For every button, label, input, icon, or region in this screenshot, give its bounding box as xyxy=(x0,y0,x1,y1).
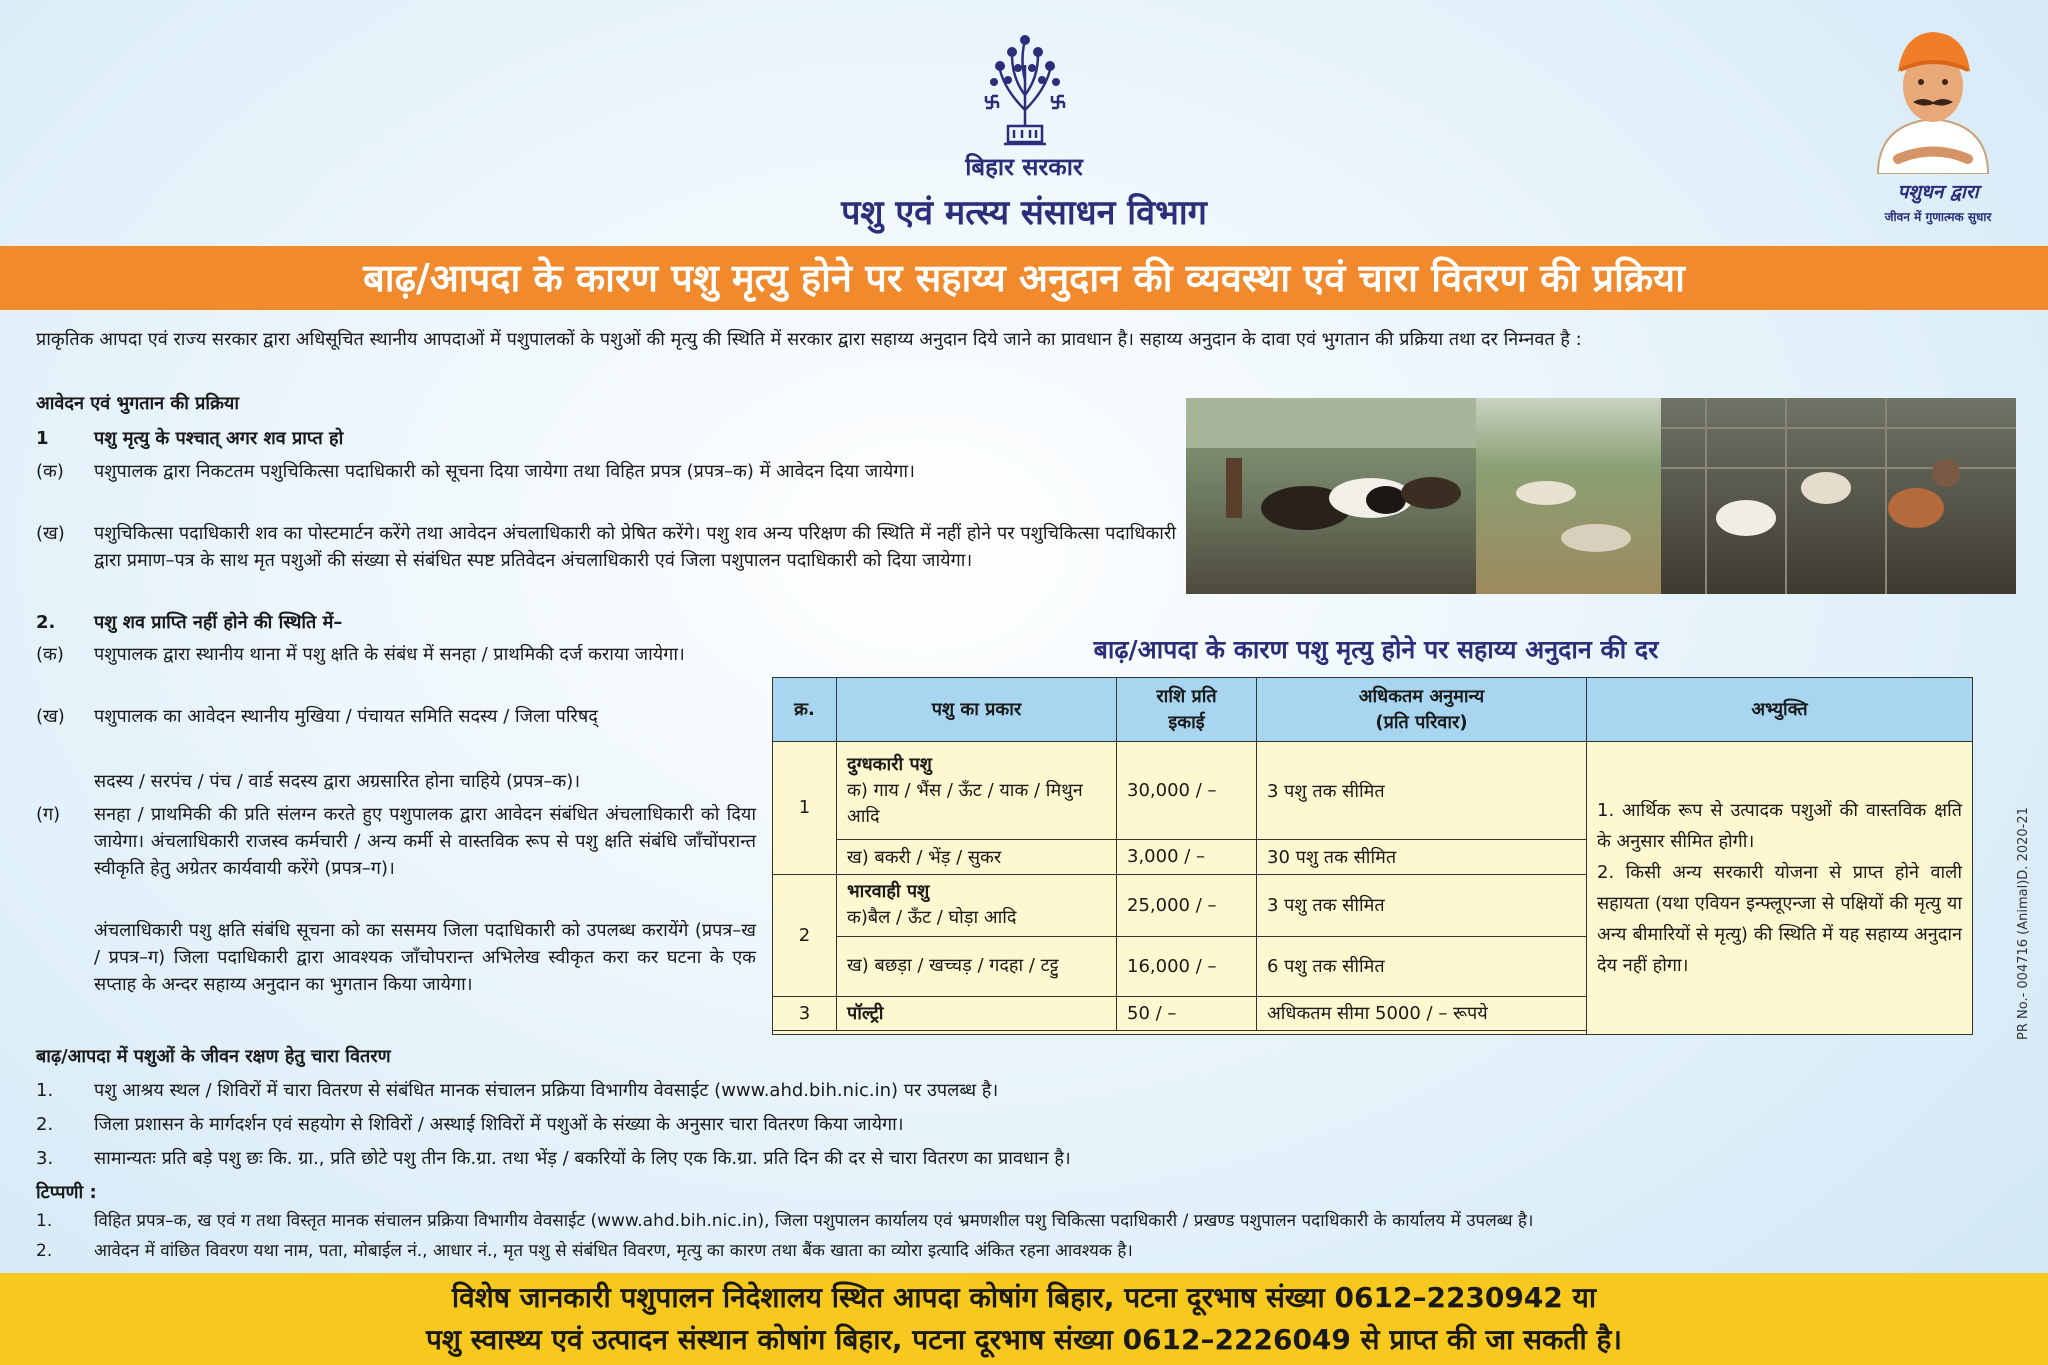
section-2-number: 2. xyxy=(36,612,56,633)
item-text: सामान्यतः प्रति बड़े पशु छः कि. ग्रा., प्रति छोटे पशु तीन कि.ग्रा. तथा भेंड़ / बकरियों के लिए एक कि.ग्रा. प्रति दिन की दर से चारा वितरण का प्रावधान है। xyxy=(94,1148,1071,1169)
note-item-1 xyxy=(36,1208,1996,1235)
cell-sno: 1 xyxy=(773,742,837,874)
item-text: पशुपालक का आवेदन स्थानीय मुखिया / पंचायत समिति सदस्य / जिला परिषद् xyxy=(94,706,598,727)
type-text: क)बैल / ऊँट / घोड़ा आदि xyxy=(847,907,1017,929)
rate-table-title: बाढ़/आपदा के कारण पशु मृत्यु होने पर सहाय्य अनुदान की दर xyxy=(1093,635,1659,664)
intro-paragraph: प्राकृतिक आपदा एवं राज्य सरकार द्वारा अधिसूचित स्थानीय आपदाओं में पशुपालकों के पशुओं की मृत्यु की स्थिति में सरकार द्वारा सहाय्य अनुदान दिये जाने का प्रावधान है। सहाय्य अनुदान के दावा एवं भुगतान की प्रक्रिया तथा दर निम्नवत है : xyxy=(36,329,1582,350)
cell-rate: 3,000 / – xyxy=(1117,840,1257,874)
fodder-heading: बाढ़/आपदा में पशुओं के जीवन रक्षण हेतु चारा वितरण xyxy=(36,1046,391,1067)
cell-rate: 30,000 / – xyxy=(1117,742,1257,840)
title-banner: बाढ़/आपदा के कारण पशु मृत्यु होने पर सहाय्य अनुदान की व्यवस्था एवं चारा वितरण की प्रक्रिया xyxy=(0,246,2048,310)
cell-max: 3 पशु तक सीमित xyxy=(1257,742,1587,840)
cell-rate: 25,000 / – xyxy=(1117,874,1257,936)
footer-line-2: पशु स्वास्थ्य एवं उत्पादन संस्थान कोषांग बिहार, पटना दूरभाष संख्या 0612–2226049 से प्राप्त की जा सकती है। xyxy=(426,1323,1622,1356)
farmer-mascot-icon xyxy=(1858,24,2008,174)
header-line: अधिकतम अनुमान्य xyxy=(1358,685,1485,707)
fodder-item-3 xyxy=(36,1145,1976,1172)
department-name: पशु एवं मत्स्य संसाधन विभाग xyxy=(841,193,1207,233)
remark-2: 2. किसी अन्य सरकारी योजना से प्राप्त होने वाली सहायता (यथा एवियन इन्फ्लूएन्जा से पक्षियों की मृत्यु या अन्य बीमारियों से मृत्यु) की स्थिति में यह सहाय्य अनुदान देय नहीं होगा। xyxy=(1597,862,1962,977)
section-1-text: पशु मृत्यु के पश्चात् अगर शव प्राप्त हो xyxy=(94,428,344,449)
col-header-remarks: अभ्युक्ति xyxy=(1587,678,1973,742)
item-text: अंचलाधिकारी पशु क्षति संबंधि सूचना को का ससमय जिला पदाधिकारी को उपलब्ध करायेंगे (प्रपत्र–ख / प्रपत्र–ग) जिला पदाधिकारी द्वारा आवश्यक जाँचोपरान्त अभिलेख स्वीकृत करा कर घटना के एक सप्ताह के अन्दर सहाय्य अनुदान का भुगतान किया जायेगा। xyxy=(94,920,756,995)
cell-sno: 3 xyxy=(773,996,837,1030)
section-2-item-a xyxy=(36,641,756,668)
note-item-2 xyxy=(36,1238,1996,1265)
cell-sno: 2 xyxy=(773,874,837,996)
notes-heading: टिप्पणी : xyxy=(36,1182,97,1203)
cell-max: 6 पशु तक सीमित xyxy=(1257,936,1587,996)
item-mark: 1. xyxy=(36,1080,54,1101)
item-mark: (ग) xyxy=(36,804,61,825)
cell-rate: 16,000 / – xyxy=(1117,936,1257,996)
cell-max: अधिकतम सीमा 5000 / – रूपये xyxy=(1257,996,1587,1030)
contact-footer xyxy=(0,1273,2048,1365)
section-1-item-b xyxy=(36,520,1176,574)
cell-type: पॉल्ट्री xyxy=(837,996,1117,1030)
mascot-tagline: जीवन में गुणात्मक सुधार xyxy=(1884,210,1992,224)
fodder-item-2 xyxy=(36,1111,1976,1138)
col-header-type: पशु का प्रकार xyxy=(837,678,1117,742)
cell-remarks xyxy=(1587,742,1973,1035)
item-text: सनहा / प्राथमिकी की प्रति संलग्न करते हुए पशुपालक द्वारा आवेदन संबंधित अंचलाधिकारी को दिया जायेगा। अंचलाधिकारी राजस्व कर्मचारी / अन्य कर्मी से वास्तविक रूप से पशु क्षति संबंधि जाँचोंपरान्त स्वीकृति हेतु अग्रेतर कार्यवायी करेंगे (प्रपत्र–ग)। xyxy=(94,804,756,879)
item-text: सदस्य / सरपंच / पंच / वार्ड सदस्य द्वारा अग्रसारित होना चाहिये (प्रपत्र–क)। xyxy=(94,771,581,792)
cell-type: ख) बकरी / भेंड़ / सुकर xyxy=(837,840,1117,874)
item-mark: (ख) xyxy=(36,523,65,544)
item-text: पशु आश्रय स्थल / शिविरों में चारा वितरण से संबंधित मानक संचालन प्रक्रिया विभागीय वेवसाईट (www.ahd.bih.nic.in) पर उपलब्ध है। xyxy=(94,1080,999,1101)
cell-type xyxy=(837,742,1117,840)
pr-number: PR No.- 004716 (Animal)D. 2020-21 xyxy=(2016,807,2031,1040)
header-line: इकाई xyxy=(1168,711,1205,733)
cell-type: ख) बछड़ा / खच्चड़ / गदहा / टट्टु xyxy=(837,936,1117,996)
table-header-row xyxy=(773,678,1973,742)
item-text: पशुचिकित्सा पदाधिकारी शव का पोस्टमार्टन करेंगे तथा आवेदन अंचलाधिकारी को प्रेषित करेंगे। पशु शव अन्य परिक्षण की स्थिति में नहीं होने पर पशुचिकित्सा पदाधिकारी द्वारा प्रमाण–पत्र के साथ मृत पशुओं की संख्या से संबंधित स्पष्ट प्रतिवेदन अंचलाधिकारी एवं जिला पशुपालन पदाधिकारी को दिया जायेगा। xyxy=(94,523,1176,571)
spacer-cell xyxy=(773,1030,1587,1034)
item-mark: 1. xyxy=(36,1211,53,1231)
fodder-item-1 xyxy=(36,1077,1976,1104)
col-header-max xyxy=(1257,678,1587,742)
item-mark: 2. xyxy=(36,1241,53,1261)
item-mark: (क) xyxy=(36,644,64,665)
footer-line-1: विशेष जानकारी पशुपालन निदेशालय स्थित आपदा कोषांग बिहार, पटना दूरभाष संख्या 0612–2230942 या xyxy=(451,1281,1597,1314)
item-mark: 2. xyxy=(36,1114,54,1135)
cell-max: 30 पशु तक सीमित xyxy=(1257,840,1587,874)
type-text: क) गाय / भैंस / ऊँट / याक / मिथुन आदि xyxy=(847,779,1083,827)
section-1-item-a xyxy=(36,458,1176,485)
item-mark: 3. xyxy=(36,1148,54,1169)
cell-type xyxy=(837,874,1117,936)
header-line: (प्रति परिवार) xyxy=(1375,711,1468,733)
section-1-title xyxy=(36,425,1176,452)
item-mark: (ख) xyxy=(36,706,65,727)
header xyxy=(0,0,2048,245)
item-text: विहित प्रपत्र–क, ख एवं ग तथा विस्तृत मानक संचालन प्रक्रिया विभागीय वेवसाईट (www.ahd.bih.nic.in), जिला पशुपालन कार्यालय एवं भ्रमणशील पशु चिकित्सा पदाधिकारी / प्रखण्ड पशुपालन पदाधिकारी के कार्यालय में उपलब्ध है। xyxy=(94,1211,1534,1231)
rate-table xyxy=(772,677,1973,1035)
item-text: आवेदन में वांछित विवरण यथा नाम, पता, मोबाईल नं., आधार नं., मृत पशु से संबंधित विवरण, मृत्यु का कारण तथा बैंक खाता का व्योरा इत्यादि अंकित रहना आवश्यक है। xyxy=(94,1241,1133,1261)
item-text: जिला प्रशासन के मार्गदर्शन एवं सहयोग से शिविरों / अस्थाई शिविरों में पशुओं के संख्या के अनुसार चारा वितरण किया जायेगा। xyxy=(94,1114,904,1135)
remark-1: 1. आर्थिक रूप से उत्पादक पशुओं की वास्तविक क्षति के अनुसार सीमित होगी। xyxy=(1597,800,1962,853)
item-text: पशुपालक द्वारा निकटतम पशुचिकित्सा पदाधिकारी को सूचना दिया जायेगा तथा विहित प्रपत्र (प्रपत्र–क) में आवेदन दिया जायेगा। xyxy=(94,461,915,482)
section-1-number: 1 xyxy=(36,428,49,449)
item-mark: (क) xyxy=(36,461,64,482)
header-line: राशि प्रति xyxy=(1156,685,1217,707)
item-text: पशुपालक द्वारा स्थानीय थाना में पशु क्षति के संबंध में सनहा / प्राथमिकी दर्ज कराया जायेगा। xyxy=(94,644,685,665)
section-2-title xyxy=(36,609,756,636)
mascot-title: पशुधन द्वारा xyxy=(1897,181,1979,203)
process-heading: आवेदन एवं भुगतान की प्रक्रिया xyxy=(36,393,239,414)
section-2-item-c-cont xyxy=(36,917,756,998)
bihar-emblem-icon xyxy=(980,30,1070,148)
government-name: बिहार सरकार xyxy=(965,153,1083,181)
col-header-sno: क्र. xyxy=(773,678,837,742)
col-header-rate xyxy=(1117,678,1257,742)
section-2-text: पशु शव प्राप्ति नहीं होने की स्थिति में– xyxy=(94,612,343,633)
livestock-photo-collage xyxy=(1186,398,2016,594)
category-label: दुग्धकारी पशु xyxy=(847,753,932,775)
table-row xyxy=(773,742,1973,840)
category-label: भारवाही पशु xyxy=(847,881,930,903)
cell-rate: 50 / – xyxy=(1117,996,1257,1030)
cell-max: 3 पशु तक सीमित xyxy=(1257,874,1587,936)
section-2-item-c xyxy=(36,801,756,882)
section-2-item-b xyxy=(36,703,756,730)
section-2-item-b-cont xyxy=(36,768,756,795)
